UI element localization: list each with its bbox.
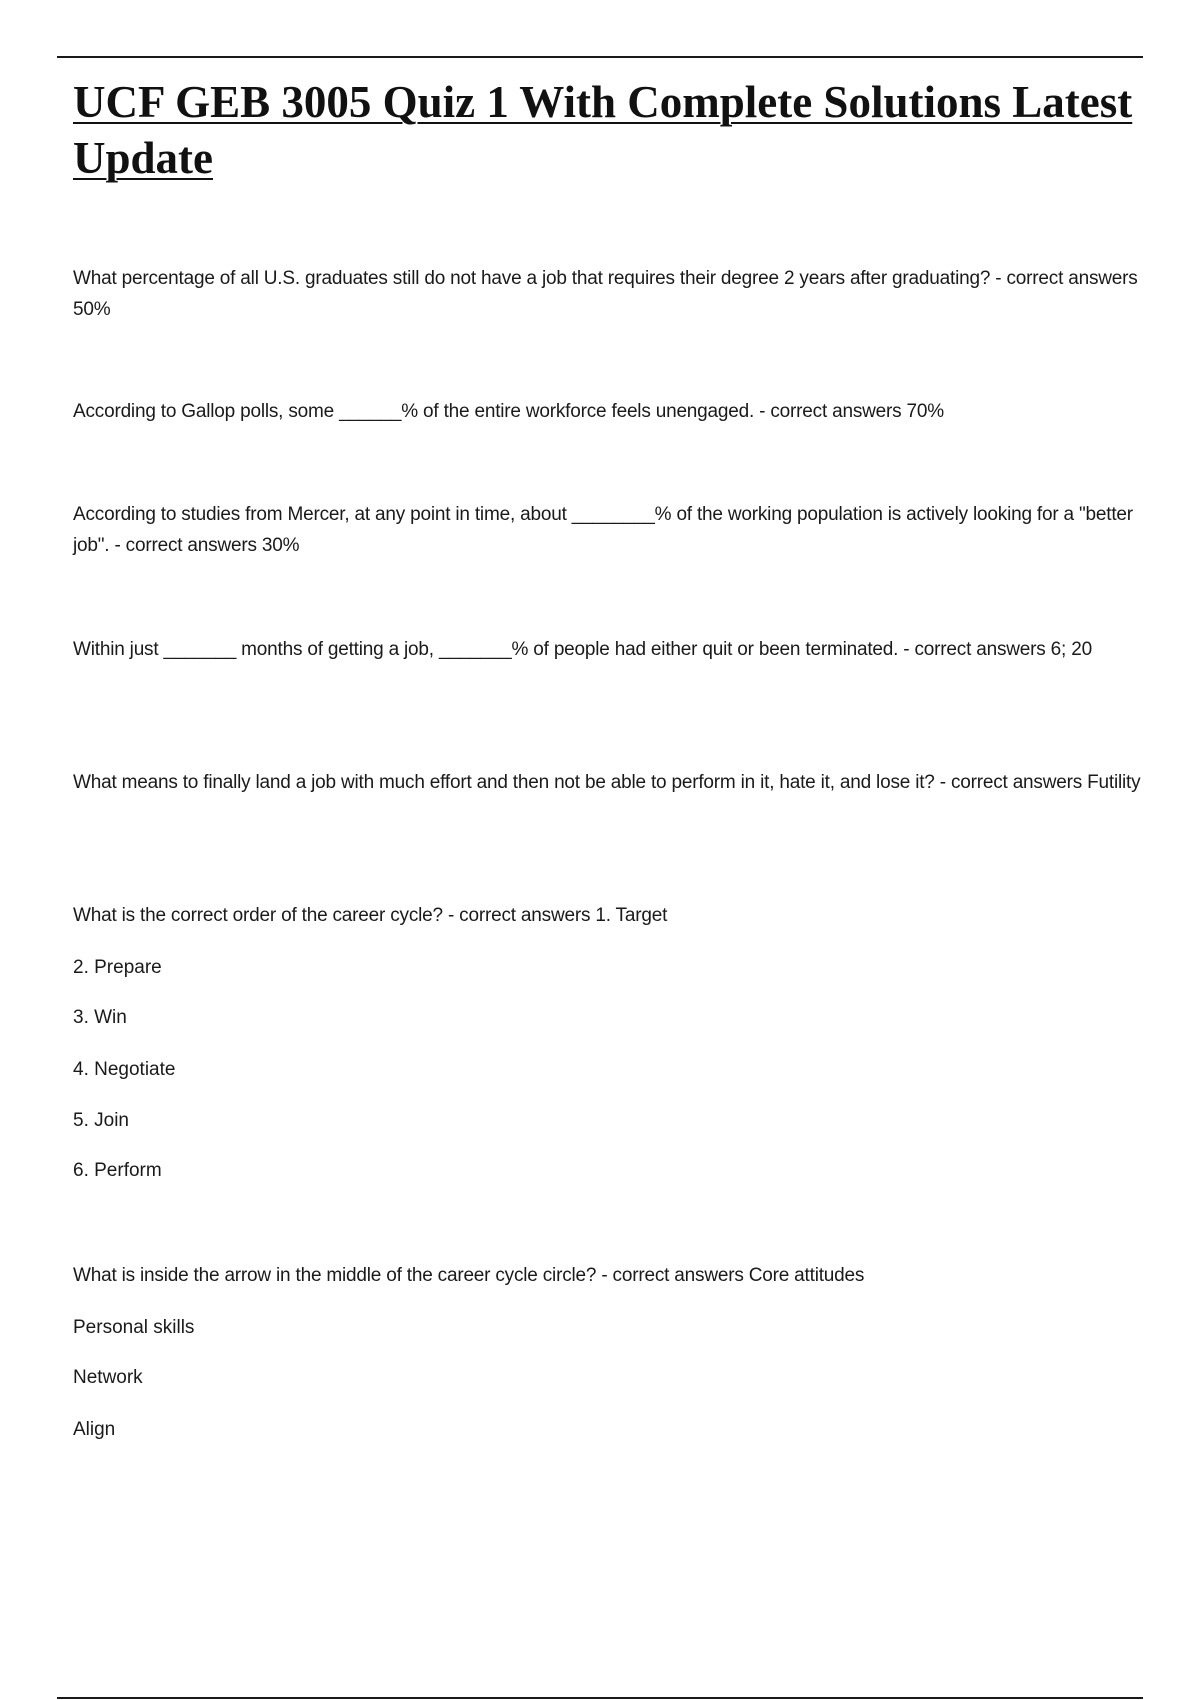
page-title: UCF GEB 3005 Quiz 1 With Complete Solutions Latest Update bbox=[73, 77, 1133, 183]
career-step-win: 3. Win bbox=[73, 1007, 127, 1028]
bottom-rule bbox=[57, 1697, 1143, 1699]
career-step-join: 5. Join bbox=[73, 1110, 129, 1131]
question-1: What percentage of all U.S. graduates still do not have a job that requires their degree 2 years after graduating? - correct answers 50% bbox=[73, 268, 1138, 320]
arrow-item-align: Align bbox=[73, 1419, 116, 1440]
question-7: What is inside the arrow in the middle of the career cycle circle? - correct answers Core attitudes bbox=[73, 1265, 865, 1286]
arrow-item-network: Network bbox=[73, 1367, 143, 1388]
question-5: What means to finally land a job with much effort and then not be able to perform in it, hate it, and lose it? - correct answers Futility bbox=[73, 772, 1141, 793]
question-3: According to studies from Mercer, at any point in time, about ________% of the working population is actively looking for a "better job". - correct answers 30% bbox=[73, 504, 1133, 556]
top-rule bbox=[57, 56, 1143, 58]
question-2: According to Gallop polls, some ______% of the entire workforce feels unengaged. - correct answers 70% bbox=[73, 401, 944, 422]
career-step-negotiate: 4. Negotiate bbox=[73, 1059, 176, 1080]
career-step-prepare: 2. Prepare bbox=[73, 957, 162, 978]
question-4: Within just _______ months of getting a job, _______% of people had either quit or been terminated. - correct answers 6; 20 bbox=[73, 639, 1092, 660]
question-6: What is the correct order of the career cycle? - correct answers 1. Target bbox=[73, 905, 668, 926]
arrow-item-personal-skills: Personal skills bbox=[73, 1317, 195, 1338]
career-step-perform: 6. Perform bbox=[73, 1160, 162, 1181]
